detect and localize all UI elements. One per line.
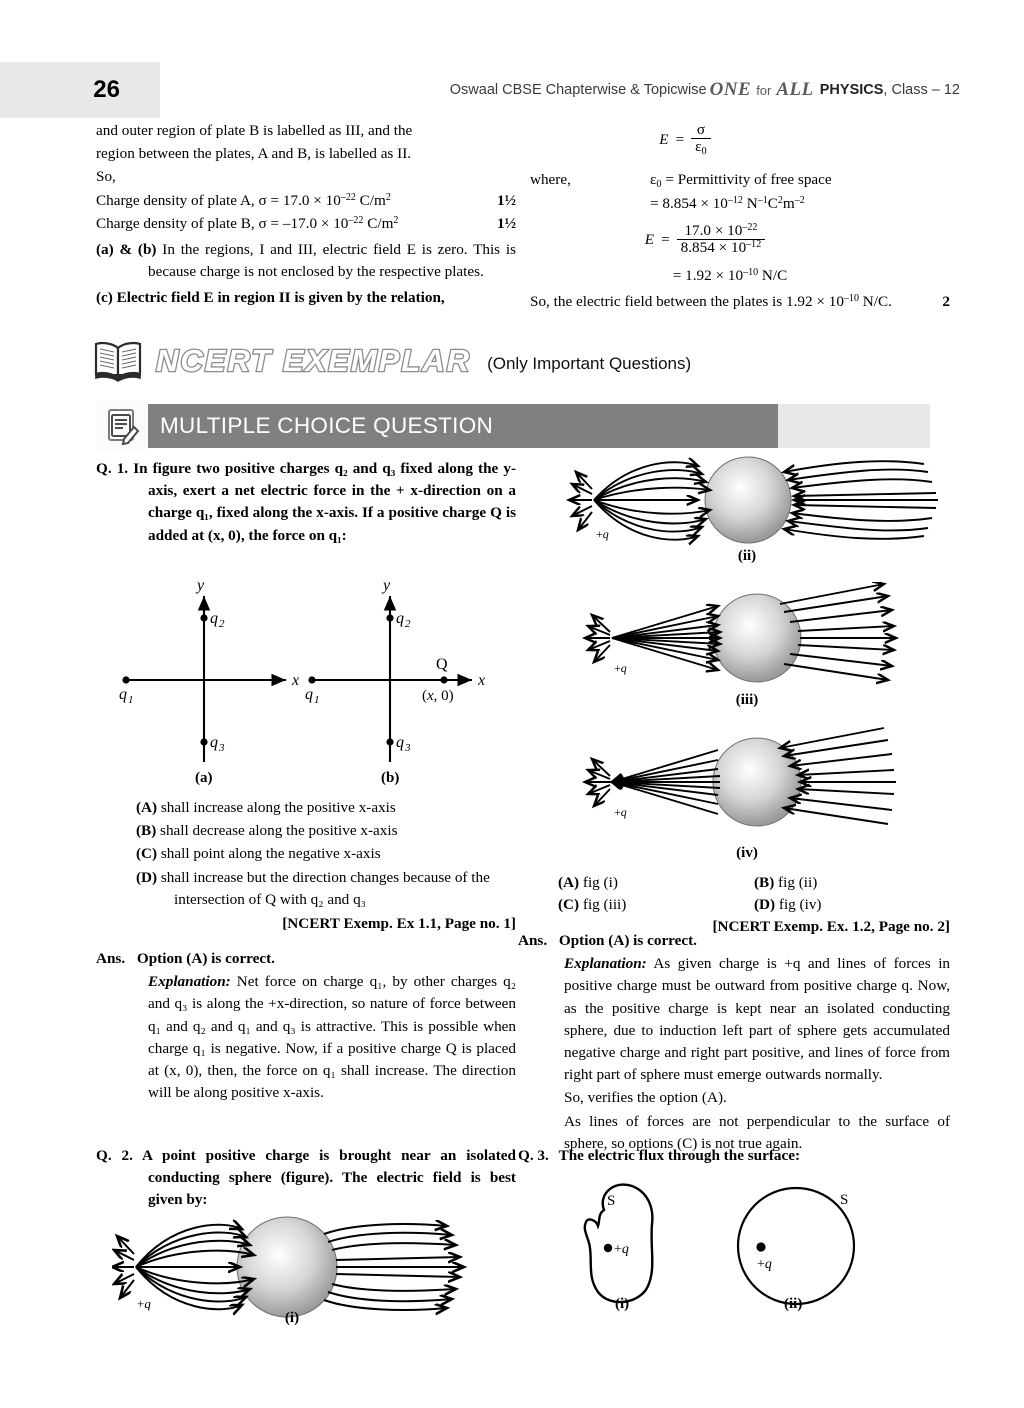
fraction-sigma-epsilon (691, 122, 711, 157)
eq2-equals: = (661, 230, 670, 248)
svg-text:q: q (396, 610, 404, 627)
running-head-all: ALL (776, 79, 814, 100)
running-head-subject: PHYSICS (819, 82, 884, 98)
para-line-2: region between the plates, A and B, is labelled as II. (96, 145, 412, 163)
epsilon-line-2: = $8.854 \times 10^{-12}$ $N^{-1}C^2m^{-2}$ (650, 195, 805, 213)
epsilon-line-1: $\varepsilon_0$ = Permittivity of free space (650, 171, 832, 191)
svg-text:y: y (197, 577, 205, 594)
ncert-exemplar-title: NCERT EXEMPLAR (156, 343, 472, 378)
q3-stem (518, 1145, 950, 1167)
q1-block (96, 458, 516, 548)
svg-text:(a): (a) (195, 770, 213, 786)
q2-stem-text: A point positive charge is brought near an isolated conducting sphere (figure). The electric field is best given by: (141, 1147, 516, 1209)
svg-text:3: 3 (405, 742, 411, 754)
svg-text:q: q (396, 734, 404, 751)
svg-text:x: x (478, 672, 486, 689)
svg-text:(b): (b) (381, 770, 400, 786)
eq-lhs-E: E (659, 130, 669, 148)
q1-reference: [NCERT Exemp. Ex 1.1, Page no. 1] (282, 914, 516, 932)
left-column-top (96, 120, 516, 311)
q2-figure-ii (552, 452, 942, 547)
svg-text:+q: +q (614, 805, 627, 819)
q2-explanation-text: As given charge is +q and lines of forces in positive charge must be outward from positive charge q. Now, as the positive charge is kept near an isolated conducting sphere, due to induction left part of sphere gets accumulated negative charge and right part positive, and lines of force from right part of sphere must emerge outwards normally. (564, 955, 951, 1084)
svg-text:y: y (383, 577, 391, 594)
q1-explanation-label: Explanation: (148, 973, 231, 991)
q2-ans-text: Option (A) is correct. (558, 932, 697, 949)
q2-number: Q. 2. (96, 1147, 133, 1164)
charge-density-b: 1½ Charge density of plate B, $\sigma = -17.0 \times 10^{-22}$ $C/m^2$ (96, 213, 516, 235)
svg-text:+q: +q (596, 527, 609, 541)
svg-text:q: q (210, 610, 218, 627)
running-head-for: for (756, 82, 772, 98)
fraction-numeric-numerator: $17.0 \times 10^{-22}$ (677, 223, 766, 241)
q2-figure-iv (552, 726, 942, 831)
q2-options-row-1 (558, 872, 950, 894)
svg-text:(ii): (ii) (784, 1296, 803, 1312)
right-column-top (530, 120, 950, 314)
running-head-class: , Class – 12 (883, 82, 960, 98)
q1-options (96, 797, 516, 936)
q2-ans-label: Ans. (518, 932, 548, 949)
q1-explanation-text: Net force on charge q₁, by other charges q₂ and q₃ is along the +x-direction, so nature of force between q₁ and q₂ and q₁ and q₃ is attractive. This is possible when charge q₁ is negative. Now, if a positive charge Q is placed at (x, 0), then, the force on q₁ shall increase. The direction will be along positive x-axis. (148, 973, 516, 1102)
svg-text:1: 1 (314, 694, 320, 706)
epsilon-definition (610, 169, 950, 216)
running-head-pre: Oswaal CBSE Chapterwise & Topicwise (449, 82, 707, 98)
q1-option-d: (D) shall increase but the direction changes because of the intersection of Q with q₂ and q₃ (136, 868, 490, 908)
q1-stem (96, 458, 516, 547)
equation-E-sigma-eps (530, 122, 950, 157)
q2-explanation-line-2: So, verifies the option (A). (564, 1089, 727, 1107)
svg-text:(i): (i) (615, 1296, 630, 1312)
open-book-icon (92, 340, 144, 382)
svg-text:2: 2 (219, 618, 225, 630)
q2-figure-ii-caption: (ii) (737, 548, 757, 564)
part-a-label: (a) (96, 240, 114, 258)
svg-text:2: 2 (405, 618, 411, 630)
fraction-numeric (677, 223, 766, 257)
q1-stem-text: In figure two positive charges q₂ and q₃ fixed along the y-axis, exert a net electric force in the + x-direction on a charge q₁, fixed along the x-axis. If a positive charge Q is added at (x, 0), the force on q₁: (133, 460, 516, 544)
q3-figure-group (552, 1172, 912, 1312)
q2-options-row-2 (558, 894, 950, 916)
where-row (530, 169, 950, 216)
q2-figure-iii-caption: (iii) (735, 692, 759, 708)
part-ab-paragraph (96, 239, 516, 283)
svg-text:q: q (210, 734, 218, 751)
svg-text:S: S (607, 1193, 616, 1209)
page-number: 26 (93, 76, 120, 103)
q1-ans-label: Ans. (96, 950, 126, 967)
running-head (160, 62, 960, 118)
marks-b: 1½ (497, 214, 516, 232)
q2-block (96, 1145, 516, 1213)
q1-option-a: (A) shall increase along the positive x-axis (136, 799, 396, 816)
closing-marks: 2 (942, 293, 950, 311)
q2-option-c: (C) fig (iii) (558, 896, 627, 914)
q3-stem-text: The electric flux through the surface: (558, 1147, 801, 1164)
q1-figure-group (100, 572, 520, 787)
part-c-line: (c) Electric field E in region II is given by the relation, (96, 289, 445, 307)
running-head-one: ONE (709, 79, 752, 100)
mcq-label: MULTIPLE CHOICE QUESTION (160, 413, 494, 438)
para-line-1: and outer region of plate B is labelled as III, and the (96, 122, 413, 139)
q1-number: Q. 1. (96, 460, 129, 477)
part-b-label: & (b) (119, 240, 157, 258)
para-line-3: So, (96, 168, 116, 186)
svg-text:Q: Q (436, 656, 448, 673)
q1-explanation (96, 971, 516, 1104)
q3-number: Q. 3. (518, 1147, 549, 1164)
svg-text:+q: +q (614, 661, 627, 675)
svg-text:1: 1 (128, 694, 134, 706)
q3-block (518, 1145, 950, 1168)
charge-density-a: 1½ Charge density of plate A, $\sigma = 17.0 \times 10^{-22}$ $C/m^2$ (96, 190, 516, 212)
ncert-exemplar-banner (92, 340, 691, 382)
svg-text:x: x (292, 672, 300, 689)
svg-text:3: 3 (219, 742, 225, 754)
svg-text:S: S (840, 1192, 849, 1208)
svg-text:+q: +q (757, 1257, 772, 1272)
q2-ans-line (518, 930, 950, 952)
q2-figure-iv-caption: (iv) (736, 845, 758, 861)
fraction-numerator: σ (691, 122, 711, 139)
part-ab-text: In the regions, I and III, electric field E is zero. This is because charge is not enclosed by the respective plates. (148, 240, 517, 281)
eq-equals: = (675, 130, 685, 148)
fraction-numeric-denominator: $8.854 \times 10^{-12}$ (680, 239, 762, 257)
closing-statement: So, the electric field between the plates is $1.92 \times 10^{-10}$ N/C. 2 (530, 291, 950, 313)
q2-explanation-label: Explanation: (564, 955, 647, 973)
q2-figure-iii (552, 582, 942, 687)
svg-text:+q: +q (137, 1296, 151, 1311)
q1-ans-line (96, 948, 516, 970)
notepad-pencil-icon (96, 400, 148, 452)
marks-a: 1½ (497, 191, 516, 209)
q2-answer (518, 930, 950, 1156)
q1-option-b: (B) shall decrease along the positive x-axis (136, 822, 398, 840)
q2-stem (96, 1145, 516, 1212)
q1-option-c: (C) shall point along the negative x-axis (136, 845, 381, 863)
q2-option-a: (A) fig (i) (558, 874, 618, 891)
q2-reference: [NCERT Exemp. Ex. 1.2, Page no. 2] (712, 918, 950, 936)
svg-text:q: q (119, 686, 127, 703)
q2-explanation-line-3: As lines of forces are not perpendicular to the surface of sphere, so options (C) is not true again. (564, 1112, 950, 1152)
q1-ans-text: Option (A) is correct. (136, 950, 275, 967)
q2-figure-i (112, 1212, 472, 1322)
equation-E-numeric (530, 223, 950, 257)
eq2-lhs-E: E (644, 230, 655, 248)
result-line: = $1.92 \times 10^{-10}$ N/C (672, 266, 788, 284)
ncert-exemplar-note: (Only Important Questions) (487, 354, 692, 373)
svg-text:(x, 0): (x, 0) (422, 688, 454, 704)
where-label: where, (530, 171, 571, 189)
q2-option-b: (B) fig (ii) (754, 874, 818, 891)
q1-answer (96, 948, 516, 1105)
fraction-denominator: $\varepsilon_0$ (695, 138, 707, 158)
svg-text:q: q (305, 686, 313, 703)
q2-option-d: (D) fig (iv) (754, 896, 822, 914)
q2-explanation (518, 953, 950, 1086)
svg-text:+q: +q (614, 1242, 629, 1257)
q2-figure-i-caption: (i) (284, 1310, 300, 1326)
